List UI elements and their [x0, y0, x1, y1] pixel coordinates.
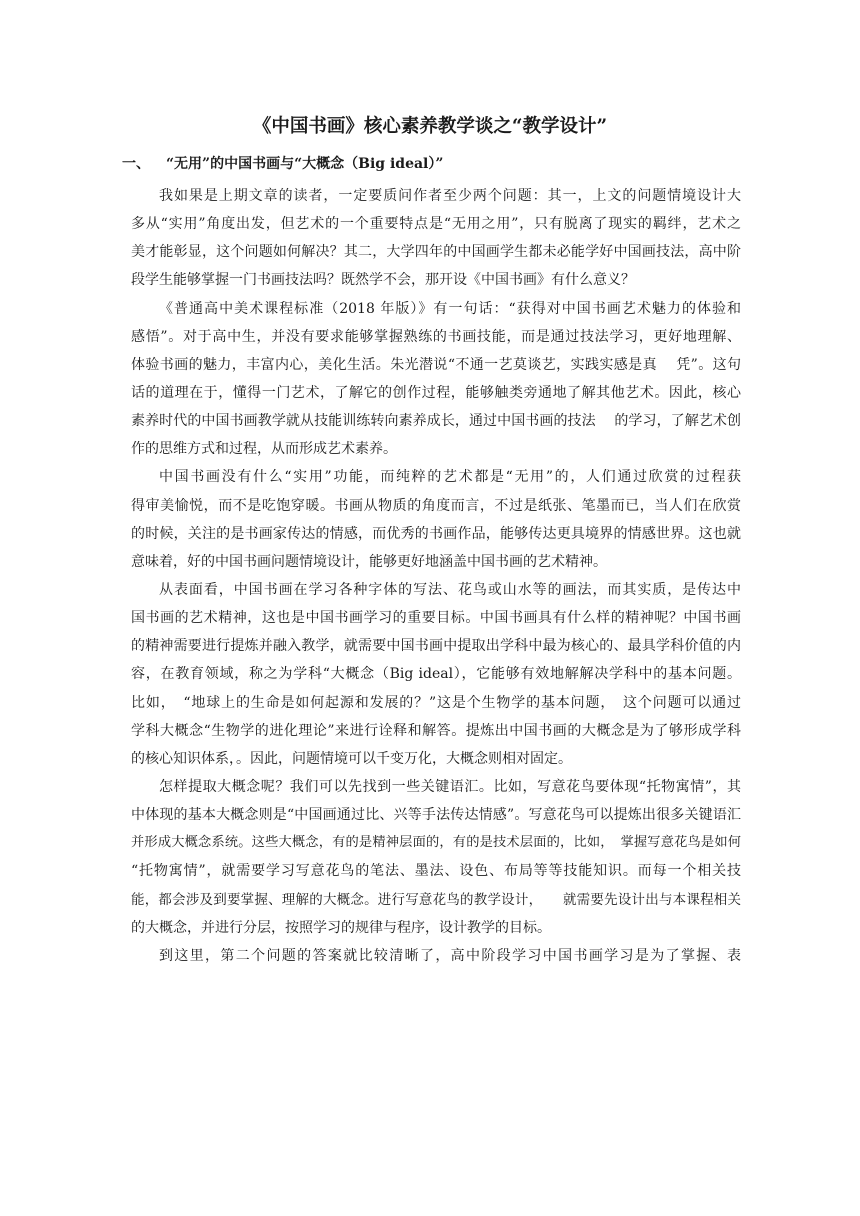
- text-line: 的精神需要进行提炼并融入教学，就需要中国书画中提取出学科中最为核心的、最具学科价值的内: [131, 638, 741, 655]
- text-line: 素养时代的中国书画教学就从技能训练转向素养成长，通过中国书画的技法 的学习，了解艺术创: [131, 413, 741, 430]
- text-line: 段学生能够掌握一门书画技法吗？既然学不会，那开设《中国书画》有什么意义？: [131, 272, 635, 289]
- text-line: 话的道理在于，懂得一门艺术，了解它的创作过程，能够触类旁通地了解其他艺术。因此，核心: [131, 384, 741, 401]
- text-line: 从表面看，中国书画在学习各种字体的写法、花鸟或山水等的画法，而其实质，是传达中: [159, 581, 741, 598]
- text-line: 美才能彰显，这个问题如何解决？其二，大学四年的中国画学生都未必能学好中国画技法，高中阶: [131, 244, 741, 261]
- text-line: 学科大概念“生物学的进化理论”来进行诠释和解答。提炼出中国书画的大概念是为了够形成学科: [131, 722, 741, 739]
- text-line: “托物寓情”，就需要学习写意花鸟的笔法、墨法、设色、布局等等技能知识。而每一个相关技: [131, 863, 741, 880]
- text-line: 体验书画的魅力，丰富内心，美化生活。朱光潜说“不通一艺莫谈艺，实践实感是真 凭”。这句: [131, 356, 741, 373]
- text-line: 比如， “地球上的生命是如何起源和发展的？”这是个生物学的基本问题， 这个问题可以通过: [131, 694, 741, 711]
- document-title: 《中国书画》核心素养教学谈之“教学设计”: [252, 116, 608, 137]
- section-heading: [122, 153, 443, 175]
- text-line: 的核心知识体系，。因此，问题情境可以千变万化，大概念则相对固定。: [131, 750, 572, 767]
- text-line: 的时候，关注的是书画家传达的情感，而优秀的书画作品，能够传达更具境界的情感世界。这也就: [131, 525, 741, 542]
- text-line: 国书画的艺术精神，这也是中国书画学习的重要目标。中国书画具有什么样的精神呢？中国书画: [131, 610, 741, 627]
- section-heading-text: “无用”的中国书画与“大概念（Big ideal）”: [166, 156, 444, 172]
- text-line: 怎样提取大概念呢？我们可以先找到一些关键语汇。比如，写意花鸟要体现“托物寓情”，其: [159, 778, 741, 795]
- text-line: 作的思维方式和过程，从而形成艺术素养。: [131, 441, 397, 458]
- text-line: 到这里，第二个问题的答案就比较清晰了，高中阶段学习中国书画学习是为了掌握、表: [159, 947, 741, 964]
- text-line: 得审美愉悦，而不是吃饱穿暖。书画从物质的角度而言，不过是纸张、笔墨而已，当人们在欣赏: [131, 497, 741, 514]
- text-line: 并形成大概念系统。这些大概念，有的是精神层面的，有的是技术层面的，比如， 掌握写意花鸟是如何: [131, 835, 741, 851]
- text-line: 能，都会涉及到要掌握、理解的大概念。进行写意花鸟的教学设计， 就需要先设计出与本课程相关: [131, 891, 741, 908]
- section-number: 一、: [122, 156, 150, 172]
- text-line: 的大概念，并进行分层，按照学习的规律与程序，设计教学的目标。: [131, 919, 551, 936]
- body-text: [131, 182, 741, 970]
- text-line: 中体现的基本大概念则是“中国画通过比、兴等手法传达情感”。写意花鸟可以提炼出很多关键语汇: [131, 807, 741, 824]
- text-line: 《普通高中美术课程标准（2018 年版）》有一句话：“获得对中国书画艺术魅力的体验和: [159, 300, 741, 317]
- text-line: 多从“实用”角度出发，但艺术的一个重要特点是“无用之用”，只有脱离了现实的羁绊，艺术之: [131, 216, 741, 233]
- text-line: 我如果是上期文章的读者，一定要质问作者至少两个问题：其一，上文的问题情境设计大: [159, 188, 741, 204]
- text-line: 感悟”。对于高中生，并没有要求能够掌握熟练的书画技能，而是通过技法学习，更好地理解、: [131, 328, 741, 345]
- text-line: 意味着，好的中国书画问题情境设计，能够更好地涵盖中国书画的艺术精神。: [131, 553, 607, 570]
- text-line: 中国书画没有什么“实用”功能，而纯粹的艺术都是“无用”的，人们通过欣赏的过程获: [159, 469, 741, 486]
- text-line: 容，在教育领域，称之为学科“大概念（Big ideal），它能够有效地解解决学科中的基本问题。: [131, 666, 741, 683]
